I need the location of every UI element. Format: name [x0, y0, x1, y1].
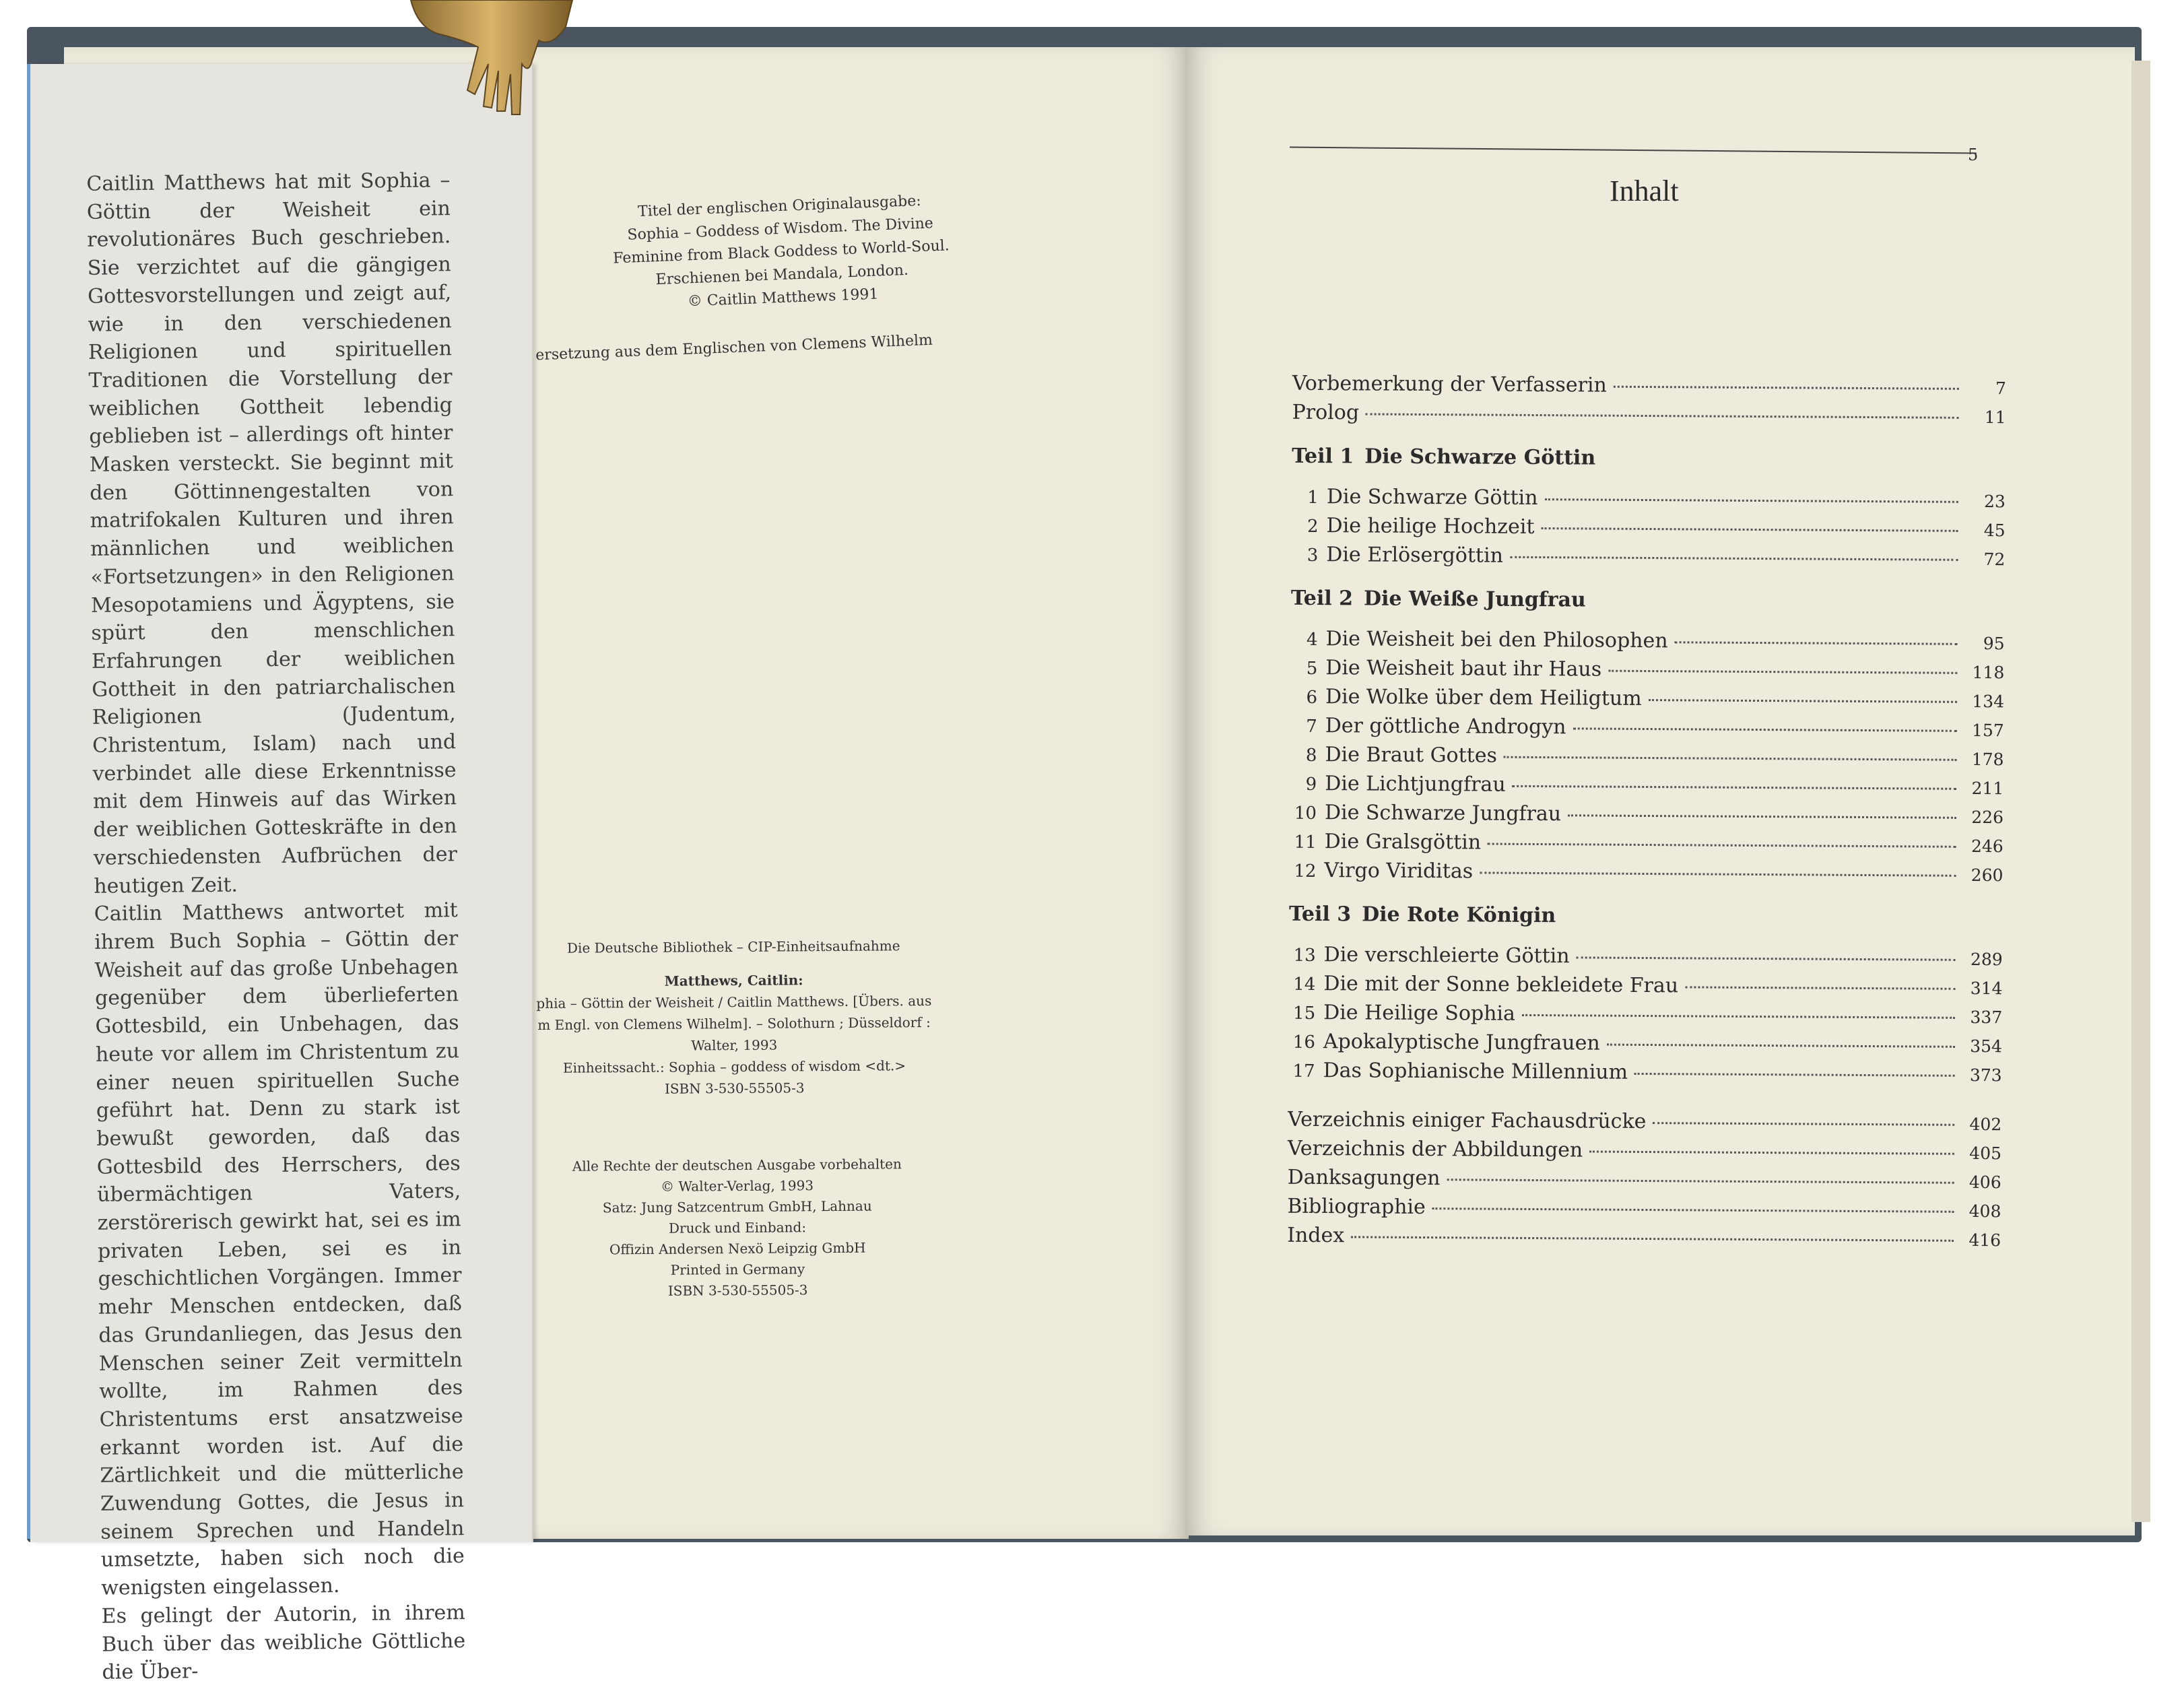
cip-record: [525, 935, 944, 1100]
toc-entry: 15 Die Heilige Sophia 337: [1292, 1001, 2003, 1028]
toc-entry: 12 Virgo Viriditas 260: [1294, 859, 2004, 886]
rights-line: Printed in Germany: [670, 1261, 805, 1278]
cip-line: phia – Göttin der Weisheit / Caitlin Matthews. [Übers. aus: [536, 992, 932, 1012]
toc-entry: Danksagungen 406: [1287, 1165, 2001, 1193]
toc-entry: 9 Die Lichtjungfrau 211: [1305, 772, 2004, 799]
toc-entry: 10 Die Schwarze Jungfrau 226: [1294, 801, 2004, 828]
flap-blurb: [86, 166, 466, 1687]
toc-entry: Prolog 11: [1292, 400, 2006, 428]
imprint-line: Feminine from Black Goddess to World-Soul.: [612, 237, 950, 267]
flap-paragraph-1: Caitlin Matthews hat mit Sophia – Göttin der Weisheit ein revolutionäres Buch geschrieben. Sie verzichtet auf die gängigen Gottesvorstellungen und zeigt auf, wie in den verschiedenen Religionen und spirituellen Traditionen die Vorstellung der weiblichen Gottheit lebendig geblieben ist – allerdings oft hinter Masken versteckt. Sie beginnt mit den Göttinnengestalten von matrifokalen Kulturen und ihren männlichen und weiblichen «Fortsetzungen» in den Religionen Mesopotamiens und Ägyptens, sie spürt den menschlichen Erfahrungen der weiblichen Gottheit in den patriarchalischen Religionen (Judentum, Christentum, Islam) nach und verbindet alle diese Erkenntnisse mit dem Hinweis auf das Wirken der weiblichen Gotteskräfte in den verschiedensten Aufbrüchen der heutigen Zeit.: [86, 168, 458, 898]
part-heading: Teil 1 Die Schwarze Göttin: [1292, 444, 1596, 470]
toc-entry: Index 416: [1287, 1223, 2001, 1251]
part-heading: Teil 2 Die Weiße Jungfrau: [1290, 586, 1586, 612]
toc-entry: 7 Der göttliche Androgyn 157: [1306, 714, 2004, 741]
toc-entry: 8 Die Braut Gottes 178: [1305, 743, 2004, 770]
table-of-contents: [1287, 372, 2006, 1257]
toc-entry: Vorbemerkung der Verfasserin 7: [1292, 371, 2006, 399]
toc-entry: 13 Die verschleierte Göttin 289: [1293, 943, 2003, 970]
hand-bookmark-icon: [397, 0, 586, 118]
flap-paragraph-2: Caitlin Matthews antwortet mit ihrem Buch Sophia – Göttin der Weisheit auf das große Unbehagen gegenüber dem überlieferten Gottesbild, ein Unbehagen, das heute vor allem im Christentum zu einer neuen spirituellen Suche geführt hat. Denn zu stark ist bewußt geworden, daß das Gottesbild des Herrschers, des übermächtigen Vaters, zerstörerisch gewirkt hat, sei es im privaten Leben, sei es in geschichtlichen Vorgängen. Immer mehr Menschen entdecken, daß das Grundanliegen, das Jesus den Menschen seiner Zeit vermitteln wollte, im Rahmen des Christentums erst ansatzweise erkannt worden ist. Auf die Zärtlichkeit und die mütterliche Zuwendung Gottes, die Jesus in seinem Sprechen und Handeln umsetzte, haben sich noch die wenigsten eingelassen.: [94, 898, 465, 1600]
page-edges: [2131, 61, 2150, 1522]
rights-line: Satz: Jung Satzcentrum GmbH, Lahnau: [602, 1197, 872, 1216]
flap-paragraph-3: Es gelingt der Autorin, in ihrem Buch über das weibliche Göttliche die Über-: [101, 1600, 466, 1685]
toc-entry: 14 Die mit der Sonne bekleidete Frau 314: [1293, 972, 2003, 999]
cip-line: Einheitssacht.: Sophia – goddess of wisdom <dt.>: [562, 1057, 906, 1076]
toc-entry: Verzeichnis der Abbildungen 405: [1287, 1136, 2002, 1164]
translation-credit: ersetzung aus dem Englischen von Clemens Wilhelm: [535, 331, 933, 364]
toc-entry: 6 Die Wolke über dem Heiligtum 134: [1306, 685, 2005, 712]
toc-title: Inhalt: [1610, 174, 1679, 207]
page-number: 5: [1968, 145, 1979, 164]
toc-entry: 16 Apokalyptische Jungfrauen 354: [1292, 1030, 2002, 1057]
cip-line: ISBN 3-530-55505-3: [664, 1080, 805, 1097]
imprint-line: Titel der englischen Originalausgabe:: [637, 192, 922, 221]
rights-line: © Walter-Verlag, 1993: [660, 1177, 814, 1195]
rights-line: Alle Rechte der deutschen Ausgabe vorbehalten: [572, 1156, 902, 1175]
toc-entry: 17 Das Sophianische Millennium 373: [1292, 1059, 2002, 1086]
toc-entry: Verzeichnis einiger Fachausdrücke 402: [1288, 1107, 2002, 1135]
rights-line: ISBN 3-530-55505-3: [667, 1282, 808, 1299]
cip-heading: Die Deutsche Bibliothek – CIP-Einheitsaufnahme: [566, 937, 900, 956]
cip-line: m Engl. von Clemens Wilhelm]. – Solothurn ; Düsseldorf :: [537, 1014, 931, 1034]
imprint-line: © Caitlin Matthews 1991: [687, 286, 879, 310]
original-edition-info: [550, 187, 1012, 319]
imprint-line: Erschienen bei Mandala, London.: [655, 261, 909, 289]
imprint-line: Sophia – Goddess of Wisdom. The Divine: [627, 215, 934, 244]
rights-notice: [552, 1154, 923, 1302]
toc-entry: Bibliographie 408: [1287, 1194, 2001, 1222]
toc-entry: 4 Die Weisheit bei den Philosophen 95: [1306, 627, 2005, 654]
part-heading: Teil 3 Die Rote Königin: [1288, 902, 1556, 928]
cip-author: Matthews, Caitlin:: [664, 972, 803, 989]
toc-entry: 11 Die Gralsgöttin 246: [1294, 830, 2004, 857]
toc-entry: 1 Die Schwarze Göttin 23: [1307, 485, 2006, 512]
toc-entry: 5 Die Weisheit baut ihr Haus 118: [1306, 656, 2005, 683]
toc-entry: 2 Die heilige Hochzeit 45: [1306, 514, 2006, 541]
rights-line: Offizin Andersen Nexö Leipzig GmbH: [609, 1239, 866, 1258]
toc-entry: 3 Die Erlösergöttin 72: [1306, 543, 2006, 570]
rights-line: Druck und Einband:: [668, 1219, 807, 1236]
cip-line: Walter, 1993: [691, 1036, 778, 1054]
